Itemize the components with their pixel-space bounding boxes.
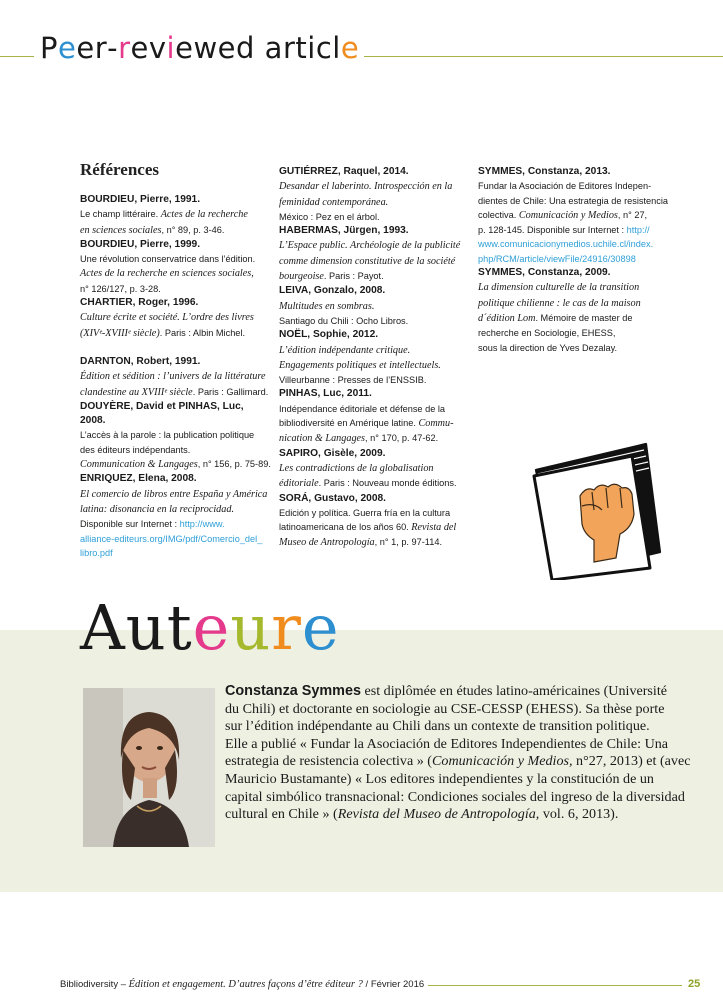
italic-text: Museo de Antropología <box>279 537 375 549</box>
text-run: capital simbólico transnacional: Condiciones sociales del ingreso de la diversidad <box>225 788 685 805</box>
text-run: Elle a publié « Fundar la Asociación de Editores Independientes de Chile: Una <box>225 735 669 752</box>
reference-entry <box>279 447 469 492</box>
bio-line <box>225 771 710 789</box>
reference-line <box>478 179 674 193</box>
reference-line <box>80 428 268 442</box>
reference-author: CHARTIER, Roger, 1996. <box>80 297 199 309</box>
reference-link[interactable]: alliance-editeurs.org/IMG/pdf/Comercio_del_ <box>80 533 263 544</box>
italic-text: nication & Langages <box>279 433 366 445</box>
italic-text: (XIVᵉ-XVIIIᵉ siècle) <box>80 327 160 339</box>
bio-line <box>225 806 710 824</box>
author-title-letter: r <box>271 591 302 664</box>
text-run: latinoamericana de los años 60. <box>279 522 412 533</box>
reference-author: SORÁ, Gustavo, 2008. <box>279 492 387 504</box>
footer-rule <box>428 985 682 986</box>
reference-link[interactable]: http://www. <box>179 519 225 530</box>
author-title-letter: e <box>192 591 231 664</box>
text-run: Villeurbanne : Presses de l’ENSSIB. <box>279 375 427 386</box>
footer-issue-title: Édition et engagement. D’autres façons d’être éditeur ? <box>128 979 363 990</box>
reference-entry <box>80 238 268 296</box>
author-title-letter: e <box>301 591 340 664</box>
bio-line <box>225 753 710 771</box>
reference-author: SYMMES, Constanza, 2013. <box>478 166 611 177</box>
reference-line <box>478 341 674 355</box>
author-title-letter: u <box>125 591 167 664</box>
reference-link[interactable]: php/RCM/article/viewFile/24916/30898 <box>478 253 636 264</box>
text-run: . Paris : Nouveau monde éditions. <box>318 478 457 489</box>
text-run: p. 128-145. Disponible sur Internet : <box>478 225 627 236</box>
header-title-letter: v <box>148 31 167 65</box>
italic-text: L’édition indépendante critique. <box>279 344 411 356</box>
text-run: cultural en Chile » ( <box>225 806 338 823</box>
text-run: bibliodiversité en Amérique latine. <box>279 418 419 429</box>
reference-line <box>279 506 469 520</box>
reference-entry <box>279 492 469 551</box>
reference-line <box>279 238 469 253</box>
reference-line <box>279 269 469 284</box>
italic-text: Culture écrite et société. L’ordre des livres <box>80 312 254 324</box>
text-run: dientes de Chile: Una estrategia de resistencia <box>478 195 668 206</box>
reference-line <box>80 223 268 238</box>
reference-line <box>279 535 469 550</box>
text-run: Le champ littéraire. <box>80 209 161 220</box>
reference-line <box>279 210 469 224</box>
reference-line <box>80 326 268 341</box>
header-title-letter: l <box>332 31 341 65</box>
reference-line <box>478 223 674 237</box>
references-column-2 <box>279 165 469 551</box>
text-run: colectiva. <box>478 209 519 220</box>
page-number: 25 <box>688 978 701 990</box>
author-name: Constanza Symmes <box>225 683 361 699</box>
reference-author: LEIVA, Gonzalo, 2008. <box>279 285 386 297</box>
header-title-letter: t <box>295 31 308 65</box>
reference-line <box>478 237 674 251</box>
header-title-letter: i <box>307 31 316 65</box>
reference-entry <box>80 472 268 560</box>
reference-line <box>478 194 674 208</box>
reference-line <box>80 266 268 281</box>
italic-text: Desandar el laberinto. Introspección en la <box>279 181 453 193</box>
reference-author: GUTIÉRREZ, Raquel, 2014. <box>279 166 409 177</box>
header-title-letter: e <box>175 31 194 65</box>
reference-line <box>478 311 674 326</box>
italic-text: Comunicación y Medios <box>518 209 618 221</box>
italic-text: clandestine au XVIIIᵉ siècle <box>80 386 193 398</box>
text-run: des éditeurs indépendants. <box>80 444 191 455</box>
author-section-title <box>80 588 340 668</box>
text-run: sur l’édition indépendante au Chili dans un contexte de transition politique. <box>225 718 650 735</box>
footer-date: / Février 2016 <box>362 979 425 990</box>
reference-entry <box>279 387 469 446</box>
bio-line <box>225 701 710 719</box>
reference-author: HABERMAS, Jürgen, 1993. <box>279 225 409 237</box>
footer-publication: Bibliodiversity – <box>60 979 129 990</box>
reference-line <box>279 416 469 431</box>
reference-entry <box>80 296 268 341</box>
reference-line <box>279 461 469 476</box>
author-portrait-photo <box>83 688 215 847</box>
reference-line <box>279 299 469 314</box>
reference-entry <box>80 400 271 472</box>
reference-author: SYMMES, Constanza, 2009. <box>478 267 611 279</box>
header-title-letter: e <box>340 31 360 65</box>
bio-line <box>225 736 710 754</box>
reference-line <box>279 314 469 328</box>
reference-line <box>80 546 268 560</box>
italic-text: L’Espace public. Archéologie de la publicité <box>279 240 461 252</box>
reference-entry <box>478 165 674 266</box>
header-rule-right <box>364 56 723 57</box>
reference-entry <box>80 193 268 238</box>
italic-text: Actes de la recherche <box>160 209 248 221</box>
author-biography <box>225 683 710 824</box>
reference-author: BOURDIEU, Pierre, 1991. <box>80 194 201 205</box>
reference-line <box>279 195 469 210</box>
reference-author: DOUYÈRE, David et PINHAS, Luc, 2008. <box>80 400 244 427</box>
italic-text: Comunicación y Medios, <box>432 753 573 770</box>
header-title-letter: r <box>282 31 296 65</box>
reference-line <box>279 343 469 358</box>
text-run: estrategia de resistencia colectiva » ( <box>225 753 432 770</box>
italic-text: Actes de la recherche en sciences sociales, <box>80 268 254 280</box>
reference-author: SAPIRO, Gisèle, 2009. <box>279 447 386 459</box>
header-title-letter: e <box>76 31 95 65</box>
header-title-letter: e <box>130 31 149 65</box>
reference-line <box>80 282 268 296</box>
text-run: , n° 27, <box>617 209 648 220</box>
reference-entry <box>279 328 469 387</box>
text-run: Fundar la Asociación de Editores Indepen- <box>478 181 652 192</box>
reference-author: NOËL, Sophie, 2012. <box>279 329 379 341</box>
text-run: vol. 6, 2013). <box>539 806 619 823</box>
header-title-letter <box>255 30 265 66</box>
reference-line <box>80 443 268 457</box>
text-run: Edición y política. Guerra fría en la cultura <box>279 507 451 518</box>
text-run: Indépendance éditoriale et défense de la <box>279 403 446 414</box>
reference-link[interactable]: libro.pdf <box>80 547 113 558</box>
italic-text: Les contradictions de la globalisation <box>279 462 434 474</box>
reference-line <box>279 358 469 373</box>
reference-line <box>478 280 674 295</box>
header-title-letter: r <box>94 31 108 65</box>
bio-line <box>225 718 710 736</box>
reference-line <box>478 208 674 223</box>
reference-line <box>279 179 469 194</box>
text-run: , n° 1, p. 97-114. <box>374 537 443 548</box>
references-column-1 <box>80 193 271 560</box>
footer-citation <box>60 979 424 990</box>
italic-text: Multitudes en sombras. <box>279 300 375 312</box>
text-run: L’accès à la parole : la publication politique <box>80 430 255 441</box>
reference-line <box>279 373 469 387</box>
header-rule-left <box>0 56 34 57</box>
text-run: du Chili) et doctorante en sociologie au CSE-CESSP (EHESS). Sa thèse porte <box>225 700 665 717</box>
author-title-letter: u <box>230 591 272 664</box>
reference-author: ENRIQUEZ, Elena, 2008. <box>80 473 197 485</box>
reference-line <box>478 296 674 311</box>
header-title-letter: c <box>315 31 333 65</box>
references-heading: Références <box>80 160 159 179</box>
text-run: . Mémoire de master de <box>535 312 633 323</box>
header-title-letter: i <box>166 31 176 65</box>
text-run: est diplômée en études latino-américaines (Université <box>360 683 668 699</box>
reference-entry <box>80 355 268 400</box>
reference-line <box>80 385 268 400</box>
italic-text: Engagements politiques et intellectuels. <box>279 359 441 371</box>
reference-line <box>80 487 268 502</box>
text-run: . Paris : Albin Michel. <box>159 327 246 338</box>
reference-author: DARNTON, Robert, 1991. <box>80 355 201 367</box>
reference-line <box>80 517 268 531</box>
italic-text: La dimension culturelle de la transition <box>478 282 640 294</box>
italic-text: Communication & Langages <box>80 459 198 471</box>
bio-line <box>225 683 710 701</box>
references-column-3 <box>478 165 674 355</box>
author-title-letter: A <box>80 591 126 664</box>
text-run: n° 126/127, p. 3-28. <box>80 283 161 294</box>
text-run: . Paris : Gallimard. <box>192 386 269 397</box>
italic-text: politique chilienne : le cas de la maison <box>478 297 641 309</box>
reference-entry <box>279 284 469 328</box>
text-run: Une révolution conservatrice dans l’édition. <box>80 254 256 265</box>
header-title-letter: P <box>40 31 58 65</box>
italic-text: El comercio de libros entre España y América <box>80 488 268 500</box>
text-run: Mauricio Bustamante) « Los editores independientes y la constitución de un <box>225 770 654 787</box>
italic-text: Commu- <box>418 418 454 430</box>
header-title-letter: r <box>118 31 131 65</box>
italic-text: Revista del <box>411 522 457 534</box>
italic-text: latina: disonancia en la reciprocidad. <box>80 503 235 515</box>
reference-line <box>279 431 469 446</box>
reference-line <box>80 532 268 546</box>
text-run: Santiago du Chili : Ocho Libros. <box>279 315 409 326</box>
text-run: , n° 156, p. 75-89. <box>197 459 271 470</box>
reference-line <box>478 326 674 340</box>
italic-text: d´édition Lom <box>478 312 536 324</box>
header-title-letter: a <box>264 31 283 65</box>
italic-text: Édition et sédition : l’univers de la littérature <box>80 371 266 383</box>
reference-entry <box>478 266 674 355</box>
reference-line <box>80 310 268 325</box>
text-run: recherche en Sociologie, EHESS, <box>478 328 616 339</box>
italic-text: feminidad contemporánea. <box>279 196 389 208</box>
reference-line <box>279 254 469 269</box>
text-run: . Paris : Payot. <box>323 271 384 282</box>
text-run: , n° 170, p. 47-62. <box>365 433 439 444</box>
reference-line <box>279 476 469 491</box>
reference-author: PINHAS, Luc, 2011. <box>279 388 372 400</box>
header-title-letter: d <box>236 31 255 65</box>
header-title-letter: - <box>107 31 119 65</box>
reference-line <box>279 402 469 416</box>
reference-link[interactable]: www.comunicacionymedios.uchile.cl/index. <box>478 239 654 250</box>
reference-line <box>80 457 271 472</box>
header-title-letter: e <box>58 31 77 65</box>
text-run: sous la direction de Yves Dezalay. <box>478 342 618 353</box>
reference-line <box>478 252 674 266</box>
text-run: , n° 89, p. 3-46. <box>161 224 225 235</box>
text-run: México : Pez en el árbol. <box>279 211 380 222</box>
reference-author: BOURDIEU, Pierre, 1999. <box>80 238 201 250</box>
reference-entry <box>279 224 469 284</box>
italic-text: bourgeoise <box>279 271 324 283</box>
reference-line <box>80 502 268 517</box>
italic-text: comme dimension constitutive de la société <box>279 255 456 267</box>
italic-text: Revista del Museo de Antropología, <box>337 806 540 823</box>
reference-line <box>80 369 268 384</box>
header-title-letter: e <box>217 31 237 65</box>
reference-link[interactable]: http:// <box>626 225 650 236</box>
header-title-letter: w <box>193 31 218 65</box>
section-label-peer-reviewed-article <box>40 30 359 66</box>
bio-line <box>225 789 710 807</box>
raised-fist-book-illustration <box>528 440 663 580</box>
italic-text: éditoriale <box>279 478 319 490</box>
reference-line <box>80 252 268 266</box>
italic-text: en sciences sociales <box>80 224 162 236</box>
reference-line <box>279 520 469 535</box>
text-run: n°27, 2013) et (avec <box>572 753 691 770</box>
reference-entry <box>279 165 469 224</box>
reference-line <box>80 207 268 222</box>
text-run: Disponible sur Internet : <box>80 519 180 530</box>
author-title-letter: t <box>166 591 193 664</box>
